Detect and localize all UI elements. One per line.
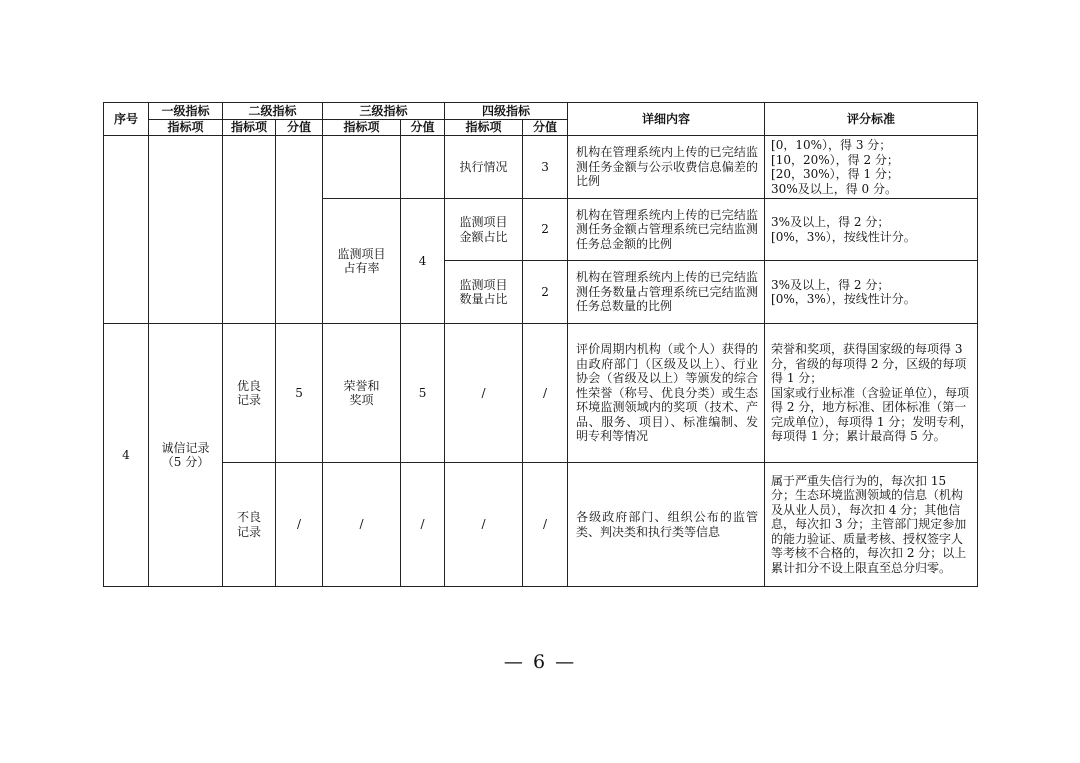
detail-cell: 机构在管理系统内上传的已完结监测任务金额占管理系统已完结监测任务总金额的比例 bbox=[568, 199, 765, 261]
standard-cell: 3%及以上，得 2 分； [0%，3%），按线性计分。 bbox=[765, 199, 978, 261]
seq-cell: 4 bbox=[104, 324, 149, 587]
l3-score-cell: 5 bbox=[401, 324, 445, 463]
l4-score-cell: / bbox=[523, 463, 568, 587]
l3-score-cell-empty bbox=[401, 136, 445, 199]
standard-cell: [0，10%），得 3 分； [10，20%），得 2 分； [20，30%），得 1 分； 30%及以上，得 0 分。 bbox=[765, 136, 978, 199]
header-seq: 序号 bbox=[104, 103, 149, 136]
standard-cell: 3%及以上，得 2 分； [0%，3%），按线性计分。 bbox=[765, 261, 978, 324]
l2-score-cell: 5 bbox=[276, 324, 323, 463]
l3-item-cell: 监测项目 占有率 bbox=[323, 199, 401, 324]
l4-item-cell: / bbox=[445, 463, 523, 587]
l2-score-cell: / bbox=[276, 463, 323, 587]
header-l3-score: 分值 bbox=[401, 120, 445, 136]
l4-item-cell: 执行情况 bbox=[445, 136, 523, 199]
l3-item-cell: 荣誉和 奖项 bbox=[323, 324, 401, 463]
l4-score-cell: 2 bbox=[523, 261, 568, 324]
l2-score-cell-empty bbox=[276, 136, 323, 324]
l4-score-cell: 2 bbox=[523, 199, 568, 261]
l3-item-cell: / bbox=[323, 463, 401, 587]
table-row bbox=[104, 136, 978, 199]
header-l2-item: 指标项 bbox=[223, 120, 276, 136]
table-row bbox=[104, 324, 978, 463]
header-l2-score: 分值 bbox=[276, 120, 323, 136]
l4-item-cell: 监测项目 数量占比 bbox=[445, 261, 523, 324]
header-l4-score: 分值 bbox=[523, 120, 568, 136]
header-detail: 详细内容 bbox=[568, 103, 765, 136]
l2-item-cell: 优良 记录 bbox=[223, 324, 276, 463]
header-l1-item: 指标项 bbox=[149, 120, 223, 136]
header-level4: 四级指标 bbox=[445, 103, 568, 120]
page-number: — 6 — bbox=[503, 651, 577, 673]
l3-score-cell: / bbox=[401, 463, 445, 587]
l4-item-cell: / bbox=[445, 324, 523, 463]
l3-item-cell-empty bbox=[323, 136, 401, 199]
table-row bbox=[104, 463, 978, 587]
standard-cell: 属于严重失信行为的，每次扣 15 分；生态环境监测领域的信息（机构及从业人员），每次扣 4 分；其他信息，每次扣 3 分；主管部门规定参加的能力验证、质量考核、授权签字人等考核不合格的，每次扣 2 分；以上累计扣分不设上限直至总分归零。 bbox=[765, 463, 978, 587]
detail-cell: 评价周期内机构（或个人）获得的由政府部门（区级及以上）、行业协会（省级及以上）等颁发的综合性荣誉（称号、优良分类）或生态环境监测领域内的奖项（技术、产品、服务、项目）、标准编制、发明专利等情况 bbox=[568, 324, 765, 463]
l1-item-cell: 诚信记录 （5 分） bbox=[149, 324, 223, 587]
header-level3: 三级指标 bbox=[323, 103, 445, 120]
header-standard: 评分标准 bbox=[765, 103, 978, 136]
l1-item-cell-empty bbox=[149, 136, 223, 324]
detail-cell: 机构在管理系统内上传的已完结监测任务数量占管理系统已完结监测任务总数量的比例 bbox=[568, 261, 765, 324]
seq-cell-empty bbox=[104, 136, 149, 324]
l4-score-cell: / bbox=[523, 324, 568, 463]
l2-item-cell-empty bbox=[223, 136, 276, 324]
header-level1: 一级指标 bbox=[149, 103, 223, 120]
l4-item-cell: 监测项目 金额占比 bbox=[445, 199, 523, 261]
header-l3-item: 指标项 bbox=[323, 120, 401, 136]
l2-item-cell: 不良 记录 bbox=[223, 463, 276, 587]
detail-cell: 各级政府部门、组织公布的监管类、判决类和执行类等信息 bbox=[568, 463, 765, 587]
standard-cell: 荣誉和奖项，获得国家级的每项得 3 分，省级的每项得 2 分，区级的每项得 1 分； 国家或行业标准（含验证单位），每项得 2 分，地方标准、团体标准（第一完成单位），每项得 1 分；发明专利，每项得 1 分；累计最高得 5 分。 bbox=[765, 324, 978, 463]
l4-score-cell: 3 bbox=[523, 136, 568, 199]
indicator-table bbox=[103, 102, 978, 587]
detail-cell: 机构在管理系统内上传的已完结监测任务金额与公示收费信息偏差的比例 bbox=[568, 136, 765, 199]
header-l4-item: 指标项 bbox=[445, 120, 523, 136]
l3-score-cell: 4 bbox=[401, 199, 445, 324]
header-level2: 二级指标 bbox=[223, 103, 323, 120]
